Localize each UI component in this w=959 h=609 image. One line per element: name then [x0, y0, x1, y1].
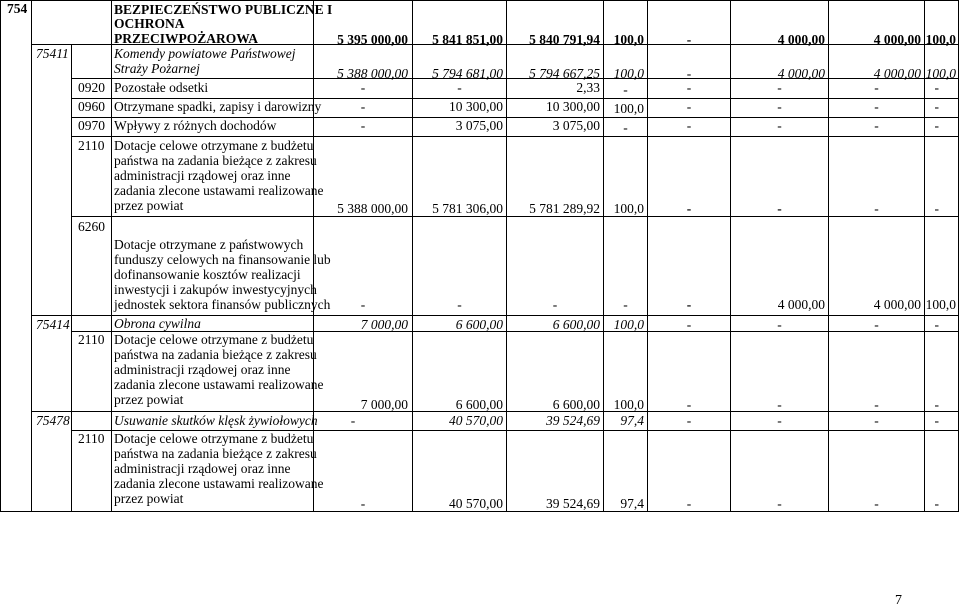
cell-col6: - [777, 413, 782, 428]
cell-plan: - [360, 99, 366, 114]
cell-col5: - [686, 118, 692, 133]
cell-col7: - [874, 201, 879, 216]
cell-percent: - [623, 82, 628, 97]
cell-percent: 97,4 [620, 413, 644, 428]
cell-col6: 4 000,00 [777, 297, 825, 312]
paragraph-title: przez powiat [114, 491, 184, 506]
cell-plan: 5 388 000,00 [337, 201, 408, 216]
rule [31, 0, 32, 512]
paragraph-title: administracji rządowej oraz inne [114, 168, 291, 183]
chapter-code: 75414 [36, 317, 70, 332]
cell-execution: 39 524,69 [546, 413, 600, 428]
paragraph-title: przez powiat [114, 392, 184, 407]
paragraph-title: inwestycji i zakupów inwestycyjnych [114, 282, 317, 297]
cell-col7: - [874, 317, 879, 332]
paragraph-title: jednostek sektora finansów publicznych [114, 297, 331, 312]
cell-after-changes: 40 570,00 [449, 496, 503, 511]
cell-col5: - [686, 80, 692, 95]
paragraph-title: państwa na zadania bieżące z zakresu [114, 446, 317, 461]
paragraph-title: Pozostałe odsetki [114, 80, 209, 95]
paragraph-code: 0960 [78, 99, 105, 114]
cell-col8: - [934, 413, 939, 428]
cell-execution: 5 781 289,92 [529, 201, 600, 216]
paragraph-title: Dotacje celowe otrzymane z budżetu [114, 332, 314, 347]
cell-execution: 5 794 667,25 [529, 66, 600, 81]
cell-percent: 100,0 [613, 101, 644, 116]
paragraph-title: państwa na zadania bieżące z zakresu [114, 347, 317, 362]
paragraph-title: administracji rządowej oraz inne [114, 362, 291, 377]
cell-col7: - [874, 118, 879, 133]
chapter-code: 75411 [36, 46, 69, 61]
cell-percent: - [623, 297, 628, 312]
cell-col8: - [934, 317, 939, 332]
cell-after-changes: 5 794 681,00 [432, 66, 503, 81]
cell-col8: 100,0 [925, 66, 956, 81]
section-title: BEZPIECZEŃSTWO PUBLICZNE I [114, 2, 333, 17]
rule [71, 136, 959, 137]
paragraph-title: Otrzymane spadki, zapisy i darowizny [114, 99, 322, 114]
paragraph-title: Dotacje celowe otrzymane z budżetu [114, 431, 314, 446]
cell-col8: 100,0 [925, 297, 956, 312]
cell-execution: 6 600,00 [552, 317, 600, 332]
cell-plan: - [360, 297, 366, 312]
cell-plan: - [350, 413, 356, 428]
cell-col6: 4 000,00 [777, 32, 825, 47]
paragraph-title: państwa na zadania bieżące z zakresu [114, 153, 317, 168]
cell-percent: 100,0 [613, 66, 644, 81]
rule [0, 0, 959, 1]
section-code: 754 [7, 1, 28, 16]
cell-after-changes: 5 781 306,00 [432, 201, 503, 216]
chapter-title: Komendy powiatowe Państwowej [114, 46, 296, 61]
cell-after-changes: 40 570,00 [449, 413, 503, 428]
paragraph-title: Dotacje celowe otrzymane z budżetu [114, 138, 314, 153]
cell-col5: - [686, 201, 692, 216]
chapter-title: Obrona cywilna [114, 316, 201, 331]
cell-plan: 7 000,00 [360, 397, 408, 412]
cell-after-changes: 6 600,00 [455, 317, 503, 332]
cell-percent: 100,0 [613, 32, 644, 47]
paragraph-code: 0970 [78, 118, 105, 133]
cell-col8: 100,0 [925, 32, 956, 47]
paragraph-title: Wpływy z różnych dochodów [114, 118, 277, 133]
paragraph-code: 2110 [78, 138, 105, 153]
cell-col6: - [777, 201, 782, 216]
cell-plan: 5 395 000,00 [337, 32, 408, 47]
cell-col7: - [874, 99, 879, 114]
cell-col8: - [934, 201, 939, 216]
rule [71, 44, 72, 512]
cell-col8: - [934, 80, 939, 95]
cell-col6: - [777, 317, 782, 332]
paragraph-title: dofinansowanie kosztów realizacji [114, 267, 301, 282]
cell-plan: 7 000,00 [360, 317, 408, 332]
cell-col5: - [686, 413, 692, 428]
cell-col8: - [934, 496, 939, 511]
cell-execution: 39 524,69 [546, 496, 600, 511]
cell-col6: - [777, 99, 782, 114]
cell-col7: 4 000,00 [873, 32, 921, 47]
cell-col8: - [934, 397, 939, 412]
chapter-code: 75478 [36, 413, 70, 428]
cell-plan: - [360, 80, 366, 95]
section-title: PRZECIWPOŻAROWA [114, 31, 259, 46]
rule [0, 0, 1, 512]
cell-after-changes: - [457, 297, 462, 312]
paragraph-title: zadania zlecone ustawami realizowane [114, 377, 324, 392]
cell-after-changes: 3 075,00 [455, 118, 503, 133]
paragraph-code: 2110 [78, 431, 105, 446]
paragraph-title: funduszy celowych na finansowanie lub [114, 252, 331, 267]
chapter-title: Usuwanie skutków klęsk żywiołowych [114, 413, 318, 428]
cell-col6: 4 000,00 [777, 66, 825, 81]
cell-col7: 4 000,00 [873, 66, 921, 81]
paragraph-code: 6260 [78, 219, 105, 234]
paragraph-code: 2110 [78, 332, 105, 347]
cell-execution: 2,33 [576, 80, 600, 95]
cell-plan: 5 388 000,00 [337, 66, 408, 81]
cell-col5: - [686, 397, 692, 412]
cell-col6: - [777, 397, 782, 412]
cell-execution: 10 300,00 [546, 99, 600, 114]
cell-col5: - [686, 317, 692, 332]
cell-col7: - [874, 397, 879, 412]
paragraph-code: 0920 [78, 80, 105, 95]
cell-percent: 97,4 [620, 496, 644, 511]
paragraph-title: przez powiat [114, 198, 184, 213]
cell-after-changes: 5 841 851,00 [432, 32, 503, 47]
cell-col6: - [777, 496, 782, 511]
cell-after-changes: 10 300,00 [449, 99, 503, 114]
cell-col5: - [686, 66, 692, 81]
cell-percent: 100,0 [613, 201, 644, 216]
page-number: 7 [895, 593, 902, 608]
cell-execution: 5 840 791,94 [529, 32, 600, 47]
cell-percent: - [623, 120, 628, 135]
paragraph-title: administracji rządowej oraz inne [114, 461, 291, 476]
paragraph-title: zadania zlecone ustawami realizowane [114, 476, 324, 491]
cell-col5: - [686, 297, 692, 312]
cell-execution: 3 075,00 [552, 118, 600, 133]
cell-col7: - [874, 496, 879, 511]
cell-after-changes: - [457, 80, 462, 95]
paragraph-title: zadania zlecone ustawami realizowane [114, 183, 324, 198]
cell-col5: - [686, 32, 692, 47]
cell-col5: - [686, 99, 692, 114]
cell-col8: - [934, 99, 939, 114]
cell-col6: - [777, 118, 782, 133]
cell-col8: - [934, 118, 939, 133]
cell-col7: 4 000,00 [873, 297, 921, 312]
cell-col7: - [874, 80, 879, 95]
paragraph-title: Dotacje otrzymane z państwowych [114, 237, 304, 252]
rule [111, 0, 112, 512]
cell-plan: - [360, 118, 366, 133]
cell-execution: 6 600,00 [552, 397, 600, 412]
cell-percent: 100,0 [613, 397, 644, 412]
cell-plan: - [360, 496, 366, 511]
cell-percent: 100,0 [613, 317, 644, 332]
cell-col7: - [874, 413, 879, 428]
cell-after-changes: 6 600,00 [455, 397, 503, 412]
section-title: OCHRONA [114, 16, 185, 31]
chapter-title: Straży Pożarnej [114, 61, 200, 76]
cell-execution: - [552, 297, 558, 312]
cell-col5: - [686, 496, 692, 511]
cell-col6: - [777, 80, 782, 95]
